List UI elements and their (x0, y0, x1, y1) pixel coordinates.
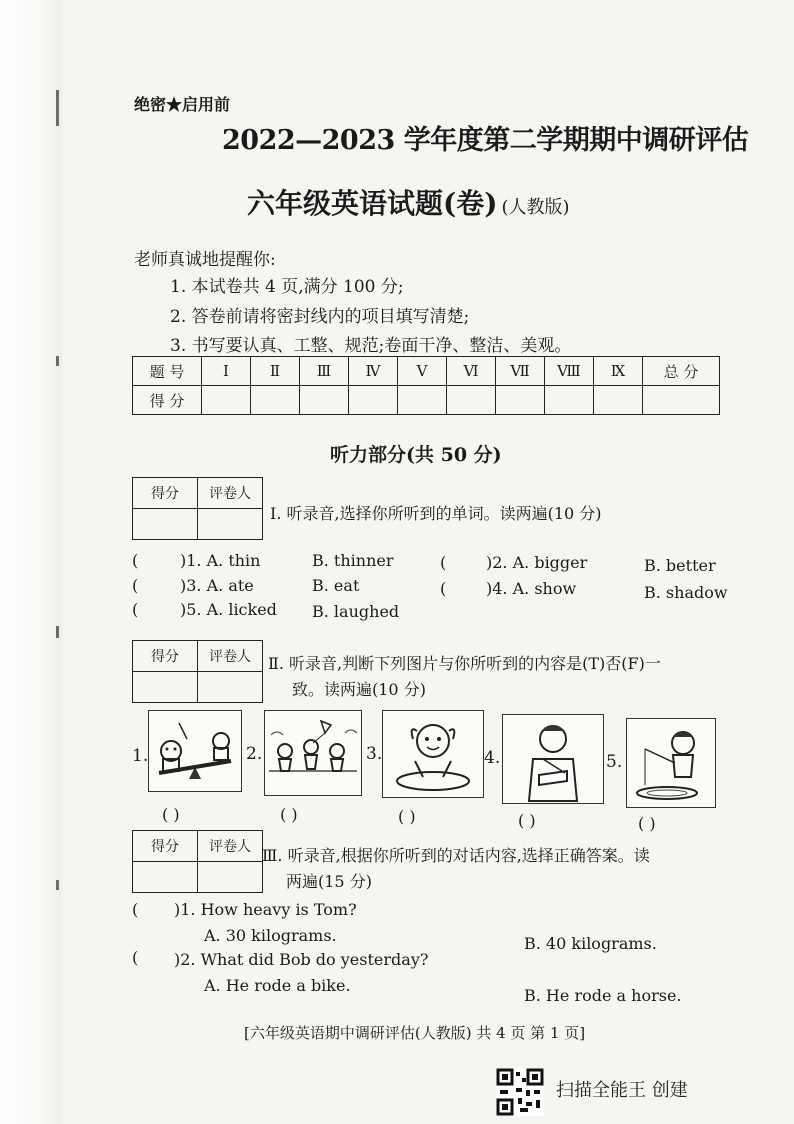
binding-mark (56, 90, 59, 126)
question-option-b: B. He rode a horse. (524, 986, 682, 1005)
kids-playing-picture (264, 710, 362, 796)
score-col: Ⅳ (349, 357, 398, 386)
answer-paren[interactable]: ( ) (162, 805, 180, 824)
score-col: Ⅵ (447, 357, 496, 386)
reminder-item: 2. 答卷前请将密封线内的项目填写清楚; (170, 307, 470, 327)
score-col: Ⅱ (251, 357, 300, 386)
score-table (132, 356, 720, 415)
subtitle-text: 六年级英语试题(卷) (247, 187, 498, 220)
injured-man-picture (502, 714, 604, 804)
edition-label: (人教版) (501, 197, 570, 218)
answer-paren[interactable]: ( (440, 579, 447, 598)
section-1-title: Ⅰ. 听录音,选择你所听到的单词。读两遍(10 分) (270, 504, 602, 523)
question-stem: )2. What did Bob do yesterday? (174, 950, 429, 969)
score-cell[interactable] (349, 386, 398, 415)
question-stem: )1. How heavy is Tom? (174, 900, 357, 919)
picture-number: 1. (132, 746, 149, 766)
question-option-b: B. thinner (312, 551, 394, 570)
grader-name-cell[interactable] (198, 672, 263, 703)
answer-paren[interactable]: ( (132, 900, 139, 919)
grader-score-label: 得分 (133, 641, 198, 672)
question-option-a: )2. A. bigger (486, 553, 588, 572)
answer-paren[interactable]: ( (132, 551, 139, 570)
answer-paren[interactable]: ( ) (398, 807, 416, 826)
answer-paren[interactable]: ( (132, 576, 139, 595)
score-row-label: 得 分 (133, 386, 202, 415)
score-col: Ⅸ (594, 357, 643, 386)
score-table-header-label: 题 号 (133, 357, 202, 386)
answer-paren[interactable]: ( (132, 600, 139, 619)
children-icon (265, 711, 361, 795)
grader-name-label: 评卷人 (198, 478, 263, 509)
score-cell[interactable] (398, 386, 447, 415)
score-cell[interactable] (300, 386, 349, 415)
grader-name-cell[interactable] (198, 862, 263, 893)
question-option-a: )3. A. ate (180, 576, 254, 595)
exam-subtitle (247, 182, 570, 222)
picture-number: 2. (246, 744, 263, 764)
question-option-a: )4. A. show (486, 579, 577, 598)
picture-number: 4. (484, 748, 501, 768)
score-col: Ⅶ (496, 357, 545, 386)
score-col: Ⅷ (545, 357, 594, 386)
binding-mark (56, 880, 59, 890)
answer-paren[interactable]: ( (132, 948, 139, 967)
score-cell[interactable] (251, 386, 300, 415)
seesaw-picture (148, 710, 242, 792)
page-title: 2022—2023 学年度第二学期期中调研评估 (222, 125, 749, 156)
question-option-a: )1. A. thin (180, 551, 261, 570)
answer-paren[interactable]: ( ) (518, 811, 536, 830)
score-total-cell[interactable] (643, 386, 720, 415)
grader-name-cell[interactable] (198, 509, 263, 540)
girl-washing-icon (383, 711, 483, 797)
reminder-title: 老师真诚地提醒你: (134, 250, 276, 270)
question-option-a: A. 30 kilograms. (204, 926, 337, 945)
grader-score-label: 得分 (133, 831, 198, 862)
score-table-header-row (133, 357, 720, 386)
picture-number: 5. (606, 752, 623, 772)
grader-box (132, 830, 263, 893)
answer-paren[interactable]: ( ) (280, 805, 298, 824)
girl-washing-picture (382, 710, 484, 798)
grader-name-label: 评卷人 (198, 831, 263, 862)
score-col: Ⅲ (300, 357, 349, 386)
grader-score-cell[interactable] (133, 509, 198, 540)
binding-mark (56, 626, 59, 638)
score-col: Ⅴ (398, 357, 447, 386)
score-cell[interactable] (594, 386, 643, 415)
secret-label: 绝密★启用前 (134, 95, 231, 114)
grader-score-cell[interactable] (133, 672, 198, 703)
grader-name-label: 评卷人 (198, 641, 263, 672)
question-option-b: B. 40 kilograms. (524, 934, 657, 953)
scan-edge (0, 0, 62, 1124)
answer-paren[interactable]: ( (440, 553, 447, 572)
section-2-title-line1: Ⅱ. 听录音,判断下列图片与你所听到的内容是(T)否(F)一 (268, 654, 661, 673)
reminder-item: 3. 书写要认真、工整、规范;卷面干净、整洁、美观。 (170, 336, 572, 356)
score-col: Ⅰ (202, 357, 251, 386)
question-option-b: B. better (644, 556, 716, 575)
reminder-item: 1. 本试卷共 4 页,满分 100 分; (170, 277, 404, 297)
fishing-picture (626, 718, 716, 808)
question-option-b: B. laughed (312, 602, 400, 621)
question-option-a: )5. A. licked (180, 600, 277, 619)
part-title: 听力部分(共 50 分) (330, 444, 502, 466)
score-cell[interactable] (496, 386, 545, 415)
score-cell[interactable] (447, 386, 496, 415)
exam-sheet (62, 0, 749, 1070)
question-option-b: B. shadow (644, 583, 728, 602)
grader-score-cell[interactable] (133, 862, 198, 893)
qr-code-icon (496, 1068, 544, 1116)
score-cell[interactable] (202, 386, 251, 415)
picture-number: 3. (366, 744, 383, 764)
broken-arm-icon (503, 715, 603, 803)
grader-score-label: 得分 (133, 478, 198, 509)
section-3-title-line2: 两遍(15 分) (286, 872, 372, 891)
section-2-title-line2: 致。读两遍(10 分) (292, 680, 426, 699)
seesaw-icon (149, 711, 241, 791)
page-footer: [六年级英语期中调研评估(人教版) 共 4 页 第 1 页] (244, 1024, 586, 1042)
section-3-title-line1: Ⅲ. 听录音,根据你所听到的对话内容,选择正确答案。读 (262, 846, 650, 865)
answer-paren[interactable]: ( ) (638, 814, 656, 833)
scanner-watermark: 扫描全能王 创建 (556, 1080, 688, 1101)
score-total-label: 总 分 (643, 357, 720, 386)
binding-mark (56, 356, 59, 366)
question-option-b: B. eat (312, 576, 360, 595)
score-table-score-row (133, 386, 720, 415)
grader-box (132, 640, 263, 703)
question-option-a: A. He rode a bike. (204, 976, 351, 995)
fishing-icon (627, 719, 715, 807)
grader-box (132, 477, 263, 540)
score-cell[interactable] (545, 386, 594, 415)
